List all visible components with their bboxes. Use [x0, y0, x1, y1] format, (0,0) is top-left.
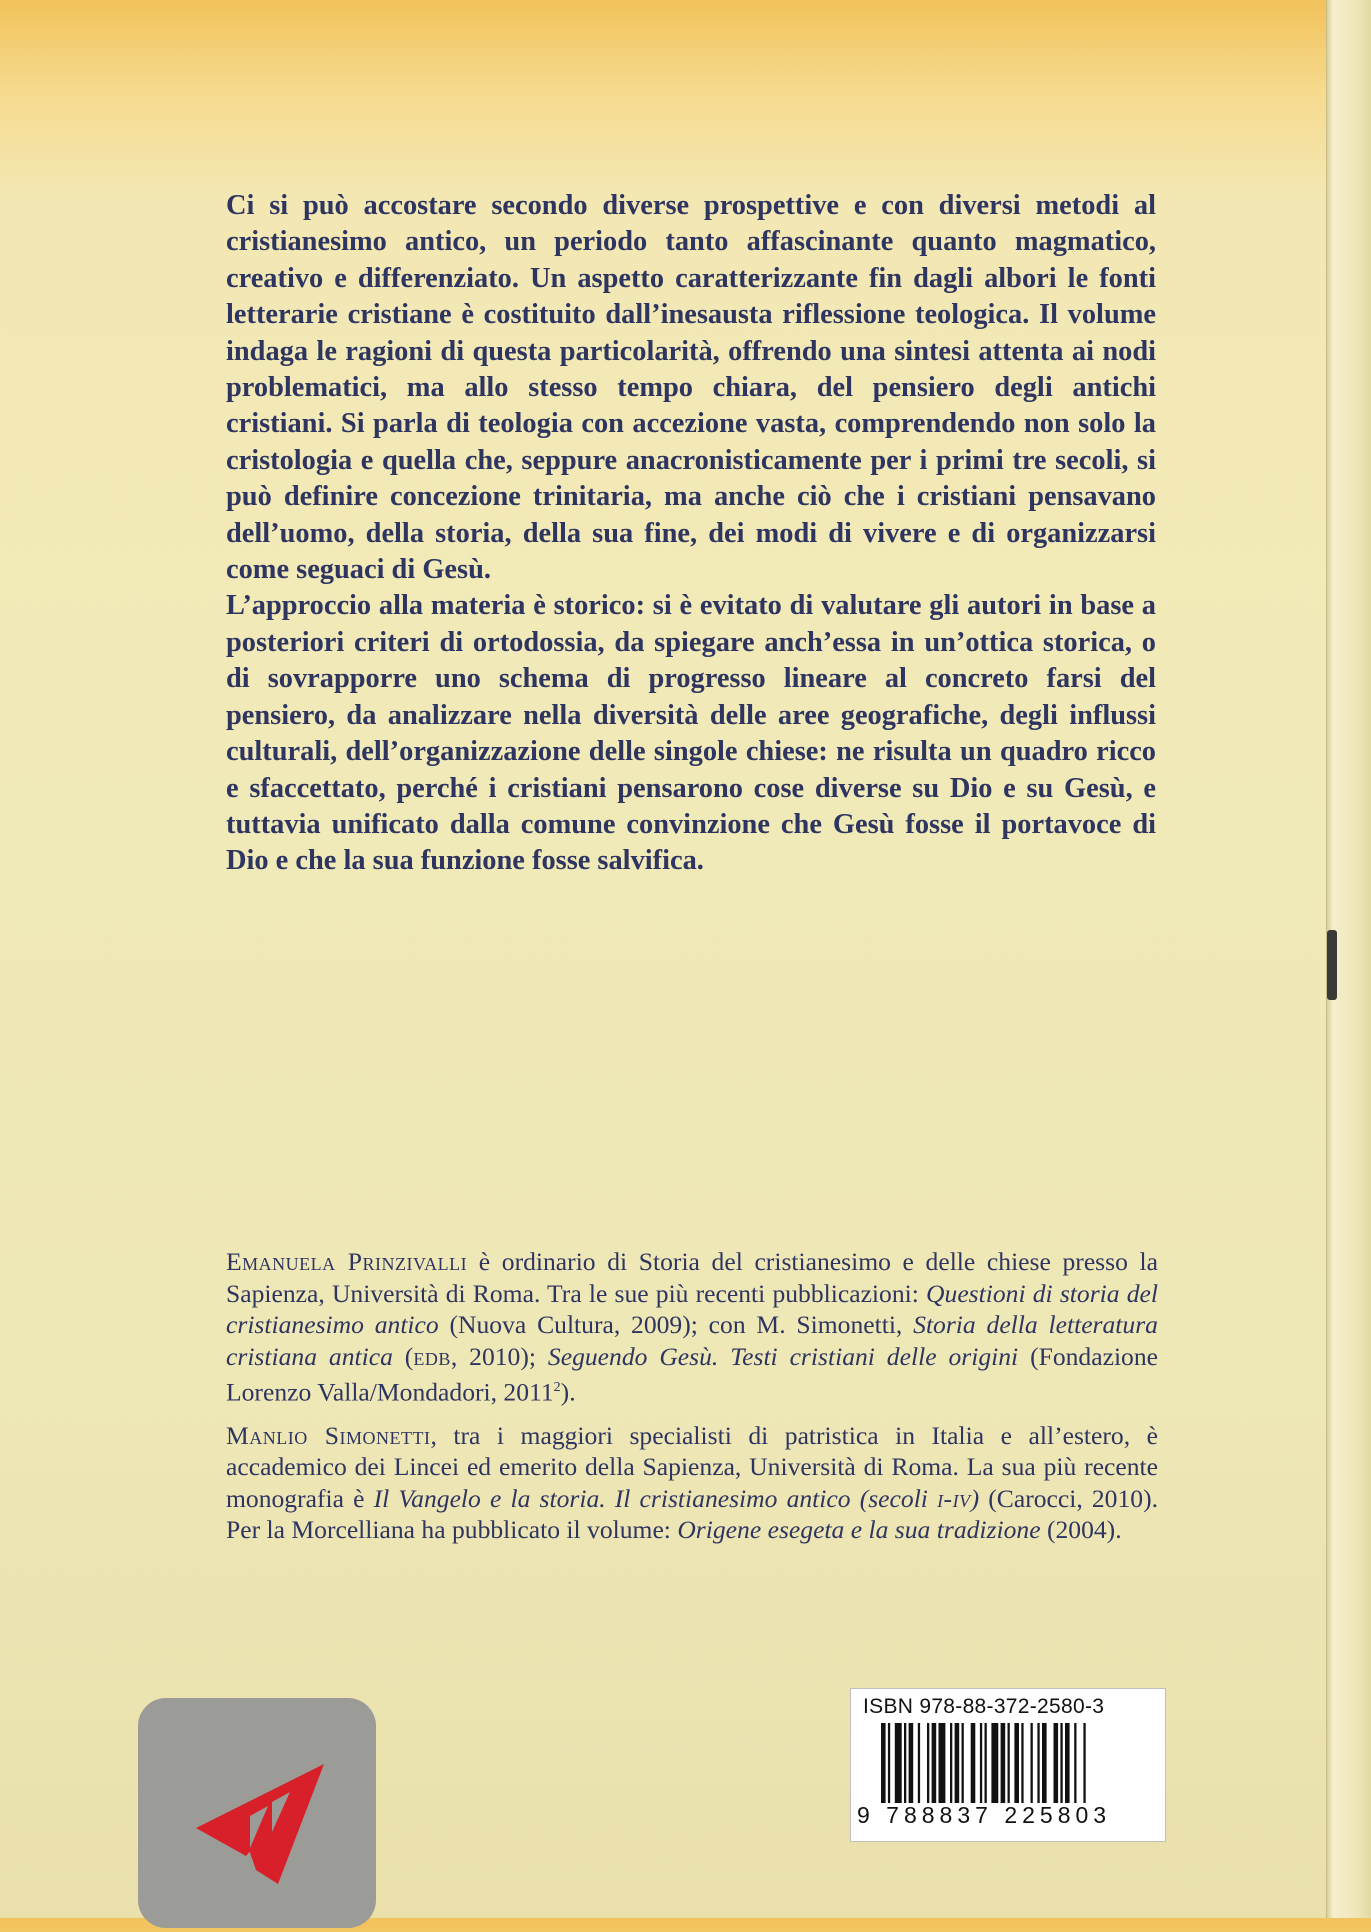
spine-mark	[1327, 930, 1337, 1000]
author-bios	[226, 1246, 1158, 1557]
book-title: Il Vangelo e la storia. Il cristianesimo antico (secoli	[373, 1483, 938, 1513]
barcode-digits: 9 788837 225803	[857, 1802, 1112, 1828]
author-bio-simonetti: Manlio Simonetti, tra i maggiori specialisti di patristica in Italia e all’estero, è accademico dei Lincei ed emerito della Sapienza, Università di Roma. La sua più recente monografia è Il Vangelo e la storia. Il cristianesimo antico (secoli i-iv) (Carocci, 2010). Per la Morcelliana ha pubblicato il volume: Origene esegeta e la sua tradizione (2004).	[226, 1420, 1158, 1545]
book-title: Storia della letteratura cristiana antica	[226, 1310, 1158, 1371]
book-title: Seguendo Gesù. Testi cristiani delle origini	[547, 1341, 1019, 1371]
publisher-logo-icon	[138, 1698, 376, 1928]
book-title: Questioni di storia del cristianesimo antico	[226, 1278, 1159, 1340]
blurb-paragraph-2: L’approccio alla materia è storico: si è evitato di valutare gli autori in base a posteriori criteri di ortodossia, da spiegare anch’essa in un’ottica storica, o di sovrapporre uno schema di progresso lineare al concreto farsi del pensiero, da analizzare nella diversità delle aree geografiche, degli influssi culturali, dell’organizzazione delle singole chiese: ne risulta un quadro ricco e sfaccettato, perché i cristiani pensarono cose diverse su Dio e su Gesù, e tuttavia unificato dalla comune convinzione che Gesù fosse il portavoce di Dio e che la sua funzione fosse salvifica.	[226, 590, 1156, 877]
book-title: Origene esegeta e la sua tradizione	[677, 1515, 1041, 1545]
author-bio-prinzivalli: Emanuela Prinzivalli è ordinario di Storia del cristianesimo e delle chiese presso la Sapienza, Università di Roma. Tra le sue più recenti pubblicazioni: Questioni di storia del cristianesimo antico (Nuova Cultura, 2009); con M. Simonetti, Storia della letteratura cristiana antica (edb, 2010); Seguendo Gesù. Testi cristiani delle origini (Fondazione Lorenzo Valla/Mondadori, 2011$^2$).	[226, 1247, 1159, 1407]
author-name: Manlio Simonetti	[226, 1420, 431, 1450]
book-spine-edge	[1326, 0, 1371, 1918]
isbn-label: ISBN 978-88-372-2580-3	[863, 1695, 1105, 1718]
barcode-icon	[881, 1723, 1143, 1803]
back-cover-blurb	[226, 188, 1156, 880]
author-name: Emanuela Prinzivalli	[226, 1247, 468, 1276]
blurb-paragraph-1: Ci si può accostare secondo diverse prospettive e con diversi metodi al cristianesimo antico, un periodo tanto affascinante quanto magmatico, creativo e differenziato. Un aspetto caratterizzante fin dagli albori le fonti letterarie cristiane è costituito dall’inesausta riflessione teologica. Il volume indaga le ragioni di questa particolarità, offrendo una sintesi attenta ai nodi problematici, ma allo stesso tempo chiara, del pensiero degli antichi cristiani. Si parla di teologia con accezione vasta, comprendendo non solo la cristologia e quella che, seppure anacronisticamente per i primi tre secoli, si può definire concezione trinitaria, ma anche ciò che i cristiani pensavano dell’uomo, della storia, della sua fine, dei modi di vivere e di organizzarsi come seguaci di Gesù.	[226, 190, 1156, 586]
publisher-logo	[138, 1698, 376, 1928]
isbn-barcode-box	[850, 1688, 1166, 1842]
